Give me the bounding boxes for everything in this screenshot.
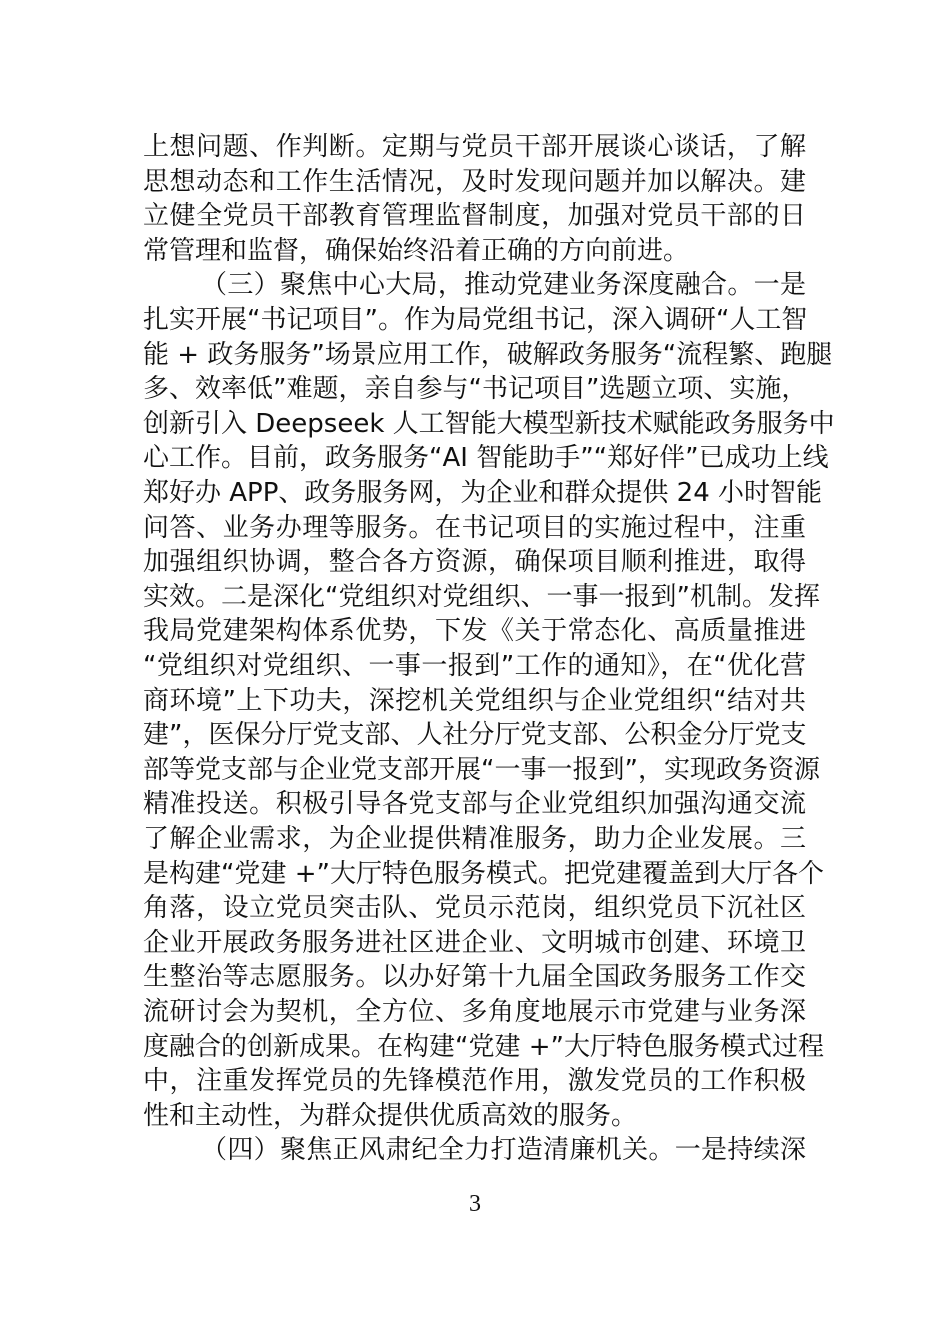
text-line: 建”，医保分厅党支部、人社分厅党支部、公积金分厅党支 [143,720,807,751]
text-line: 思想动态和工作生活情况，及时发现问题并加以解决。建 [143,166,806,197]
text-line: 部等党支部与企业党支部开展“一事一报到”，实现政务资源 [143,754,820,785]
text-line: “党组织对党组织、一事一报到”工作的通知》，在“优化营 [143,651,806,681]
text-line: 企业开展政务服务进社区进企业、文明城市创建、环境卫 [143,927,806,958]
text-line: 上想问题、作判断。定期与党员干部开展谈心谈话，了解 [143,132,806,162]
page-number: 3 [469,1191,481,1217]
text-line: 扎实开展“书记项目”。作为局党组书记，深入调研“人工智 [143,305,808,335]
text-line: 立健全党员干部教育管理监督制度，加强对党员干部的日 [143,201,806,232]
text-line: 商环境”上下功夫，深挖机关党组织与企业党组织“结对共 [143,685,806,716]
text-line: 郑好办 APP、政务服务网，为企业和群众提供 24 小时智能 [143,478,823,508]
text-line: 性和主动性，为群众提供优质高效的服务。 [143,1100,638,1131]
text-line: 多、效率低”难题，亲自参与“书记项目”选题立项、实施， [143,374,808,405]
text-line: 实效。二是深化“党组织对党组织、一事一报到”机制。发挥 [143,581,820,612]
text-line: 精准投送。积极引导各党支部与企业党组织加强沟通交流 [143,789,806,820]
section-heading-line: （四）聚焦正风肃纪全力打造清廉机关。一是持续深 [201,1135,806,1166]
text-line: 生整治等志愿服务。以办好第十九届全国政务服务工作交 [143,962,806,993]
section-heading-line: （三）聚焦中心大局，推动党建业务深度融合。一是 [201,270,806,301]
text-line: 能 + 政务服务”场景应用工作，破解政务服务“流程繁、跑腿 [143,339,833,370]
text-line: 流研讨会为契机，全方位、多角度地展示市党建与业务深 [143,997,806,1027]
text-line: 创新引入 Deepseek 人工智能大模型新技术赋能政务服务中 [143,408,835,439]
text-line: 心工作。目前，政务服务“AI 智能助手”“郑好伴”已成功上线 [143,443,829,474]
text-line: 中，注重发挥党员的先锋模范作用，激发党员的工作积极 [143,1066,806,1097]
text-line: 度融合的创新成果。在构建“党建 +”大厅特色服务模式过程 [143,1031,824,1062]
text-line: 了解企业需求，为企业提供精准服务，助力企业发展。三 [143,824,806,854]
text-line: 是构建“党建 +”大厅特色服务模式。把党建覆盖到大厅各个 [143,858,824,889]
text-line: 角落，设立党员突击队、党员示范岗，组织党员下沉社区 [143,893,806,924]
text-line: 问答、业务办理等服务。在书记项目的实施过程中，注重 [143,512,806,543]
text-line: 我局党建架构体系优势，下发《关于常态化、高质量推进 [143,616,806,647]
text-line: 常管理和监督，确保始终沿着正确的方向前进。 [143,235,690,266]
text-line: 加强组织协调，整合各方资源，确保项目顺利推进，取得 [143,547,806,578]
